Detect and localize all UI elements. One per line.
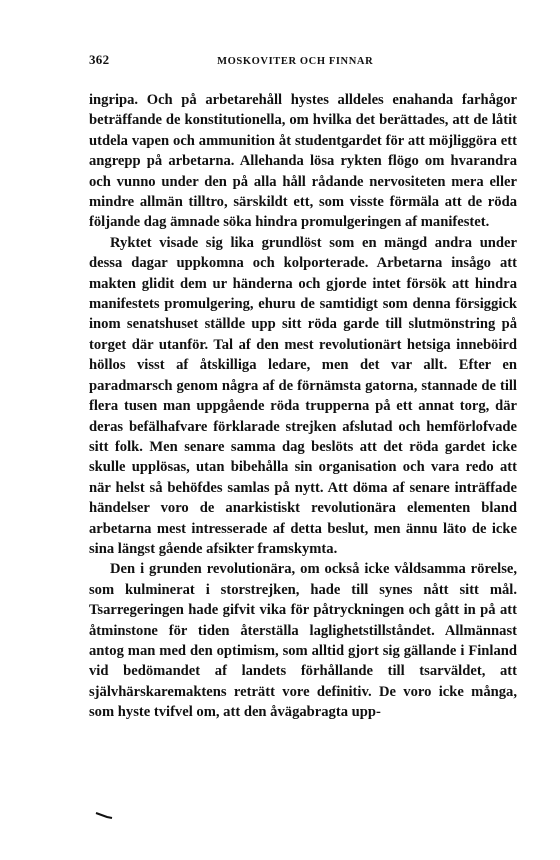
running-head: MOSKOVITER OCH FINNAR (217, 56, 374, 67)
paragraph: ingripa. Och på arbetarehåll hystes alldeles enahanda farhågor beträffande de konstitutionella, om hvilka det berättades, att de låtit utdela vapen och ammunition åt studentgardet för att möjliggöra ett angrepp på arbetarna. Allehanda lösa rykten flögo om hvarandra och vunno under den på alla håll rådande nervositeten mera eller mindre allmän tilltro, särskildt ett, som visste förmäla att de röda följande dag ämnade söka hindra promulgeringen af manifestet. (89, 92, 517, 231)
paragraph: Den i grunden revolutionära, om också icke våldsamma rörelse, som kulminerat i storstrejken, hade till synes nått sitt mål. Tsarregeringen hade gifvit vika för påtryckningen och gått in på att åtminstone för tiden återställa laglighetstillståndet. Allmännast antog man med den optimism, som alltid gjort sig gällande i Finland vid bedömandet af landets förhållande till tsarväldet, att självhärskaremaktens reträtt vore definitiv. De voro icke många, som hyste tvifvel om, att den åvägabragta upp- (89, 561, 517, 721)
body-text (89, 90, 517, 723)
book-page (89, 52, 517, 723)
paragraph: Ryktet visade sig lika grundlöst som en mängd andra under dessa dagar uppkomna och kolporterade. Arbetarna insågo att makten glidit dem ur händerna och gjorde intet försök att hindra manifestets promulgering, ehuru de samtidigt som denna försiggick inom senatshuset ställde upp sitt röda garde till slutmönstring på torget där utanför. Tal af den mest revolutionärt hetsiga inneböird höllos visst af åtskilliga ledare, men det var allt. Efter en paradmarsch genom några af de förnämsta gatorna, stannade de till flera tusen man uppgående röda trupperna på ett annat torg, där deras befälhafvare förklarade strejken afslutad och hemförlofvade sitt folk. Men senare samma dag beslöts att det röda gardet icke skulle upplösas, utan bibehålla sin organisation och vara redo att när helst så behöfdes samlas på nytt. Att döma af senare inträffade händelser voro de anarkistiskt revolutionära elementen bland arbetarna mest intresserade af detta beslut, men ännu läto de icke sina längst gående afsikter framskymta. (89, 234, 517, 557)
printer-mark-icon (95, 810, 113, 820)
page-header (89, 52, 517, 74)
page-number: 362 (89, 52, 110, 67)
